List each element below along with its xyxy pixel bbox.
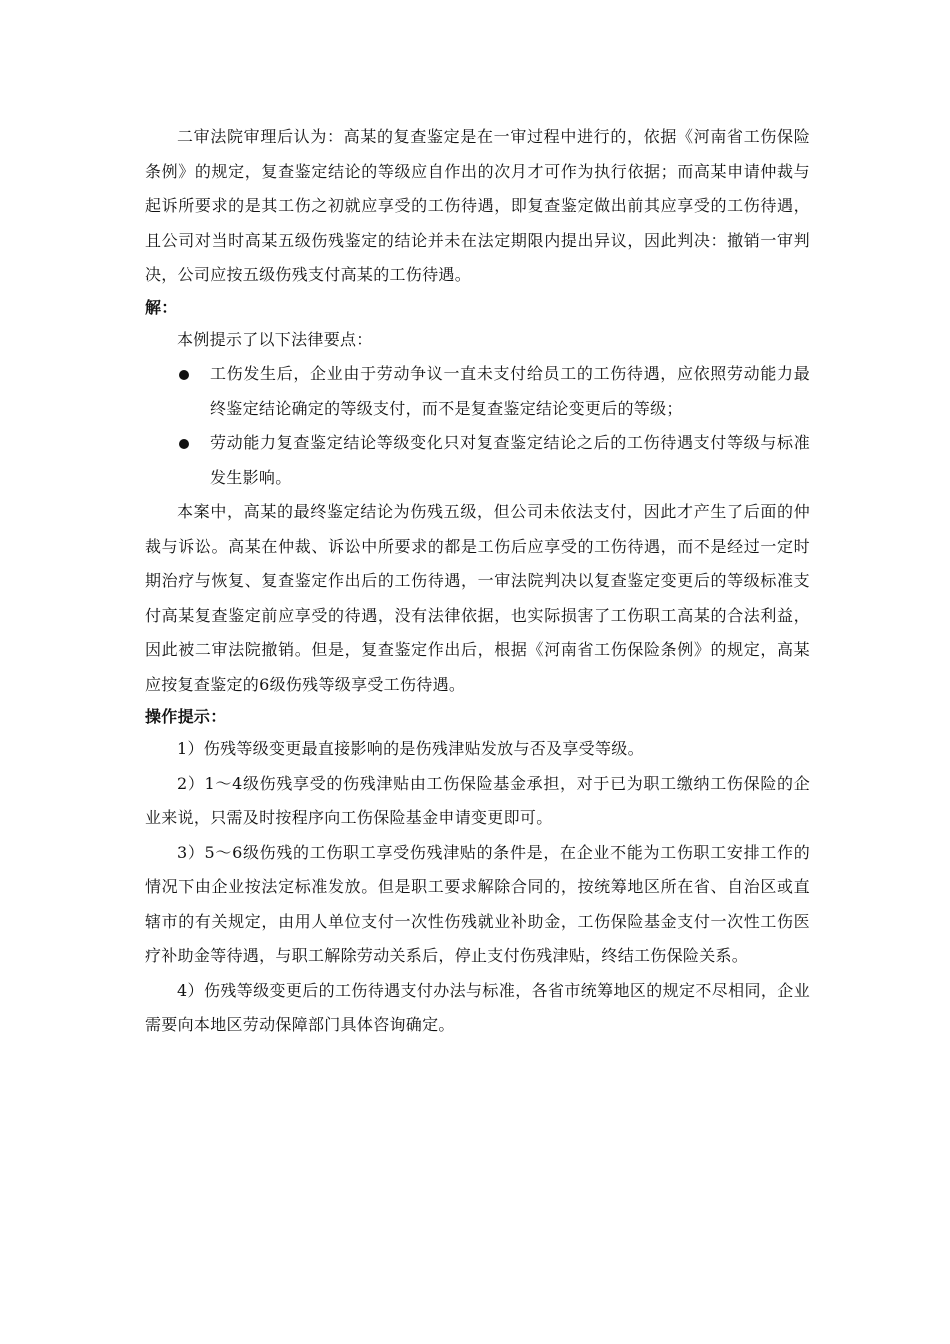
paragraph-case-analysis: 本案中，高某的最终鉴定结论为伤残五级，但公司未依法支付，因此才产生了后面的仲裁与诉讼。高某在仲裁、诉讼中所要求的都是工伤后应享受的工伤待遇，而不是经过一定时期治疗与恢复、复查鉴定作出后的工伤待遇，一审法院判决以复查鉴定变更后的等级标准支付高某复查鉴定前应享受的待遇，没有法律依据，也实际损害了工伤职工高某的合法利益，因此被二审法院撤销。但是，复查鉴定作出后，根据《河南省工伤保险条例》的规定，高某应按复查鉴定的6级伤残等级享受工伤待遇。: [145, 502, 810, 694]
paragraph-intro: 本例提示了以下法律要点：: [177, 329, 373, 349]
bullet-text: 劳动能力复查鉴定结论等级变化只对复查鉴定结论之后的工伤待遇支付等级与标准发生影响。: [210, 433, 810, 487]
tip-item-4: 4）伤残等级变更后的工伤待遇支付办法与标准，各省市统筹地区的规定不尽相同，企业需要向本地区劳动保障部门具体咨询确定。: [145, 980, 810, 1034]
bullet-dot-icon: [179, 439, 189, 449]
bullet-item: [145, 426, 810, 495]
paragraph-court-ruling: 二审法院审理后认为：高某的复查鉴定是在一审过程中进行的，依据《河南省工伤保险条例》的规定，复查鉴定结论的等级应自作出的次月才可作为执行依据；而高某申请仲裁与起诉所要求的是其工伤之初就应享受的工伤待遇，即复查鉴定做出前其应享受的工伤待遇，且公司对当时高某五级伤残鉴定的结论并未在法定期限内提出异议，因此判决：撤销一审判决，公司应按五级伤残支付高某的工伤待遇。: [145, 127, 810, 284]
bullet-item: [145, 357, 810, 426]
tip-item-2: 2）1～4级伤残享受的伤残津贴由工伤保险基金承担，对于已为职工缴纳工伤保险的企业来说，只需及时按程序向工伤保险基金申请变更即可。: [145, 773, 810, 827]
document-page: [145, 120, 810, 1043]
bullet-dot-icon: [179, 370, 189, 380]
heading-operation-tips: 操作提示：: [145, 707, 227, 726]
bullet-text: 工伤发生后，企业由于劳动争议一直未支付给员工的工伤待遇，应依照劳动能力最终鉴定结论确定的等级支付，而不是复查鉴定结论变更后的等级；: [210, 364, 810, 418]
tip-item-1: 1）伤残等级变更最直接影响的是伤残津贴发放与否及享受等级。: [177, 739, 644, 758]
tip-item-3: 3）5～6级伤残的工伤职工享受伤残津贴的条件是，在企业不能为工伤职工安排工作的情况下由企业按法定标准发放。但是职工要求解除合同的，按统筹地区所在省、自治区或直辖市的有关规定，由用人单位支付一次性伤残就业补助金，工伤保险基金支付一次性工伤医疗补助金等待遇，与职工解除劳动关系后，停止支付伤残津贴，终结工伤保险关系。: [145, 842, 810, 965]
heading-solution: 解：: [145, 297, 178, 317]
